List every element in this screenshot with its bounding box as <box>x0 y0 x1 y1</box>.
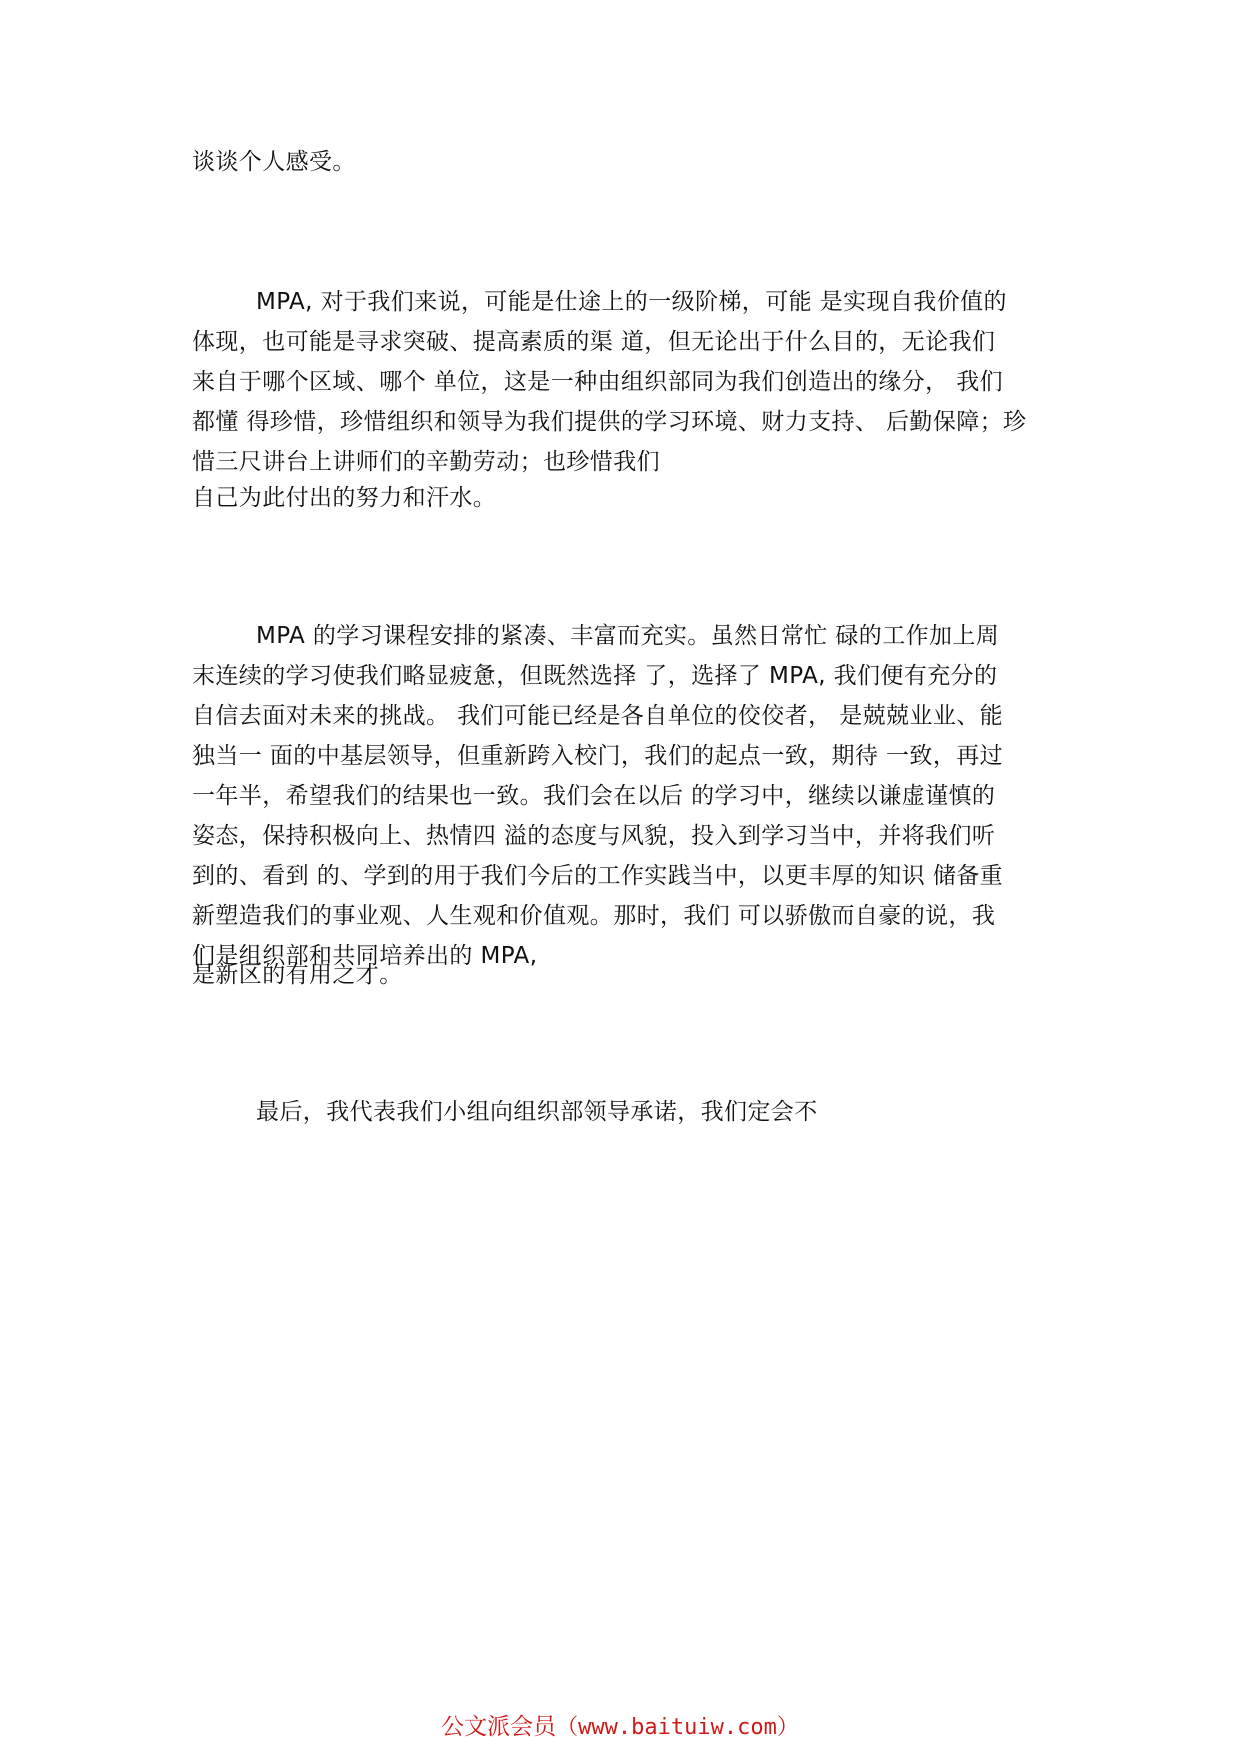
paragraph-line: 自信去面对未来的挑战。 我们可能已经是各自单位的佼佼者， 是兢兢业业、能 <box>192 703 1004 729</box>
paragraph <box>192 616 1072 976</box>
paragraph-line: 最后，我代表我们小组向组织部领导承诺，我们定会不 <box>256 1099 818 1125</box>
paragraph-line: MPA 的学习课程安排的紧凑、丰富而充实。虽然日常忙 碌的工作加上周 <box>256 623 1000 649</box>
paragraph <box>192 1092 1072 1132</box>
paragraph-line: 新塑造我们的事业观、人生观和价值观。那时，我们 可以骄傲而自豪的说，我 <box>192 903 996 929</box>
text-line: 是新区的有用之才。 <box>192 962 403 988</box>
footer-brand: 公文派会员 <box>441 1714 557 1740</box>
paragraph-line: 们是组织部和共同培养出的 MPA, <box>192 943 538 969</box>
paragraph-line: MPA, 对于我们来说，可能是仕途上的一级阶梯，可能 是实现自我价值的 <box>256 289 1007 315</box>
paragraph-line: 末连续的学习使我们略显疲惫，但既然选择 了，选择了 MPA, 我们便有充分的 <box>192 663 998 689</box>
paragraph-line: 独当一 面的中基层领导，但重新跨入校门，我们的起点一致，期待 一致，再过 <box>192 743 1004 769</box>
text-line: 谈谈个人感受。 <box>192 149 356 175</box>
paragraph-line: 来自于哪个区域、哪个 单位，这是一种由组织部同为我们创造出的缘分， 我们 <box>192 369 1004 395</box>
paragraph-line: 体现，也可能是寻求突破、提高素质的渠 道，但无论出于什么目的，无论我们 <box>192 329 996 355</box>
footer-watermark <box>0 1712 1240 1743</box>
paragraph-line: 惜三尺讲台上讲师们的辛勤劳动；也珍惜我们 <box>192 449 660 475</box>
paragraph <box>192 282 1072 482</box>
paragraph-line: 姿态，保持积极向上、热情四 溢的态度与风貌，投入到学习当中，并将我们听 <box>192 823 996 849</box>
footer-url[interactable]: （www.baituiw.com） <box>556 1715 799 1740</box>
text-line: 自己为此付出的努力和汗水。 <box>192 485 497 511</box>
paragraph-line: 到的、看到 的、学到的用于我们今后的工作实践当中，以更丰厚的知识 储备重 <box>192 863 1004 889</box>
paragraph-line: 都懂 得珍惜，珍惜组织和领导为我们提供的学习环境、财力支持、 后勤保障；珍 <box>192 409 1027 435</box>
paragraph-line: 一年半，希望我们的结果也一致。我们会在以后 的学习中，继续以谦虚谨慎的 <box>192 783 996 809</box>
